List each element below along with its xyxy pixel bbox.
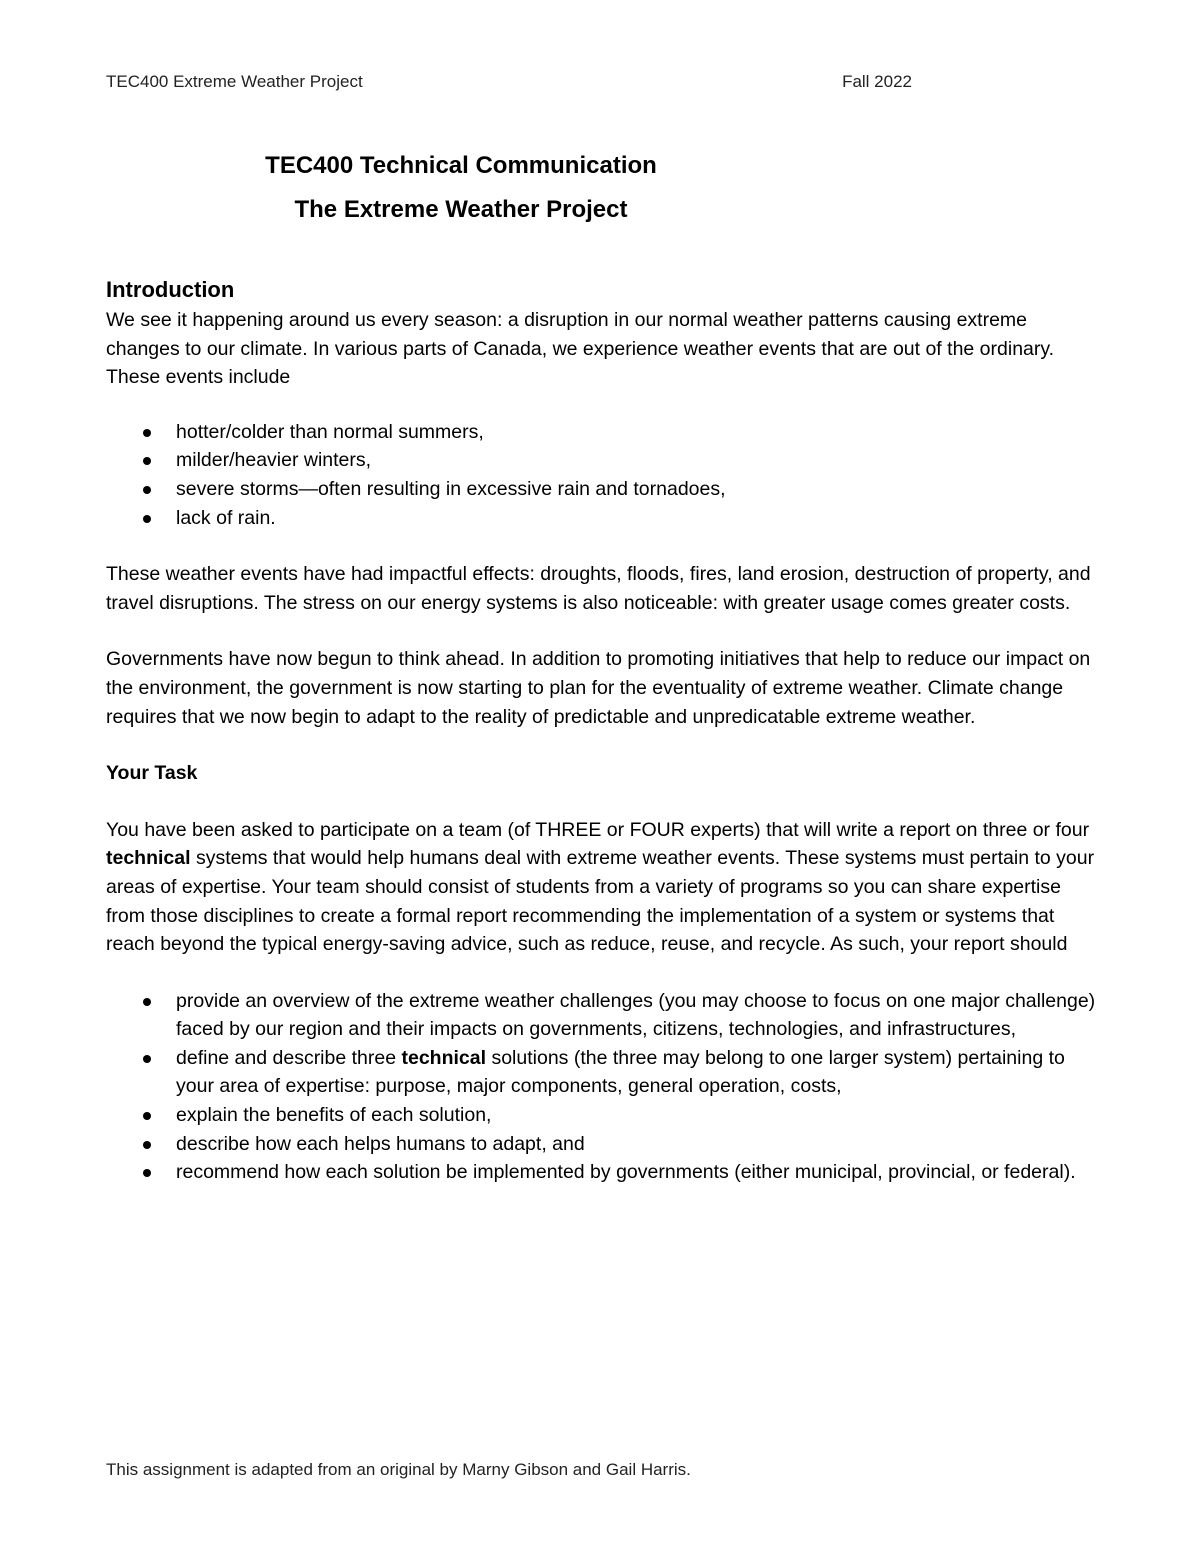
list-item-text: describe how each helps humans to adapt, and [176, 1132, 585, 1155]
bullet-icon [143, 1141, 151, 1149]
list-item [106, 1101, 1096, 1130]
list-item-text: provide an overview of the extreme weather challenges (you may choose to focus on one major challenge) faced by our region and their impacts on governments, citizens, technologies, and infrastructures, [176, 989, 1096, 1041]
bullet-icon [143, 429, 151, 437]
bullet-icon [143, 998, 151, 1006]
list-item [106, 504, 1096, 533]
document-body [106, 274, 1096, 1187]
introduction-paragraph-1: We see it happening around us every season: a disruption in our normal weather patterns causing extreme changes to our climate. In various parts of Canada, we experience weather events that are out of the ordinary. These events include [106, 309, 1055, 389]
emphasis-technical: technical [106, 847, 191, 870]
introduction-heading: Introduction [106, 277, 235, 302]
bullet-icon [143, 486, 151, 494]
list-item-text: severe storms—often resulting in excessive rain and tornadoes, [176, 477, 726, 500]
list-item-text: explain the benefits of each solution, [176, 1104, 492, 1127]
header-course-title: TEC400 Extreme Weather Project [106, 72, 363, 91]
list-item-text: lack of rain. [176, 506, 276, 529]
report-requirements-list [106, 987, 1096, 1187]
bullet-icon [143, 1169, 151, 1177]
list-item [106, 987, 1096, 1044]
emphasis-technical: technical [401, 1046, 487, 1069]
list-item [106, 475, 1096, 504]
list-item: define and describe three technical solutions (the three may belong to one larger system) pertaining to your area of expertise: purpose, major components, general operation, costs, [106, 1044, 1096, 1101]
bullet-icon [143, 1055, 151, 1063]
introduction-paragraph-3: Governments have now begun to think ahead. In addition to promoting initiatives that help to reduce our impact on the environment, the government is now starting to plan for the eventuality of extreme weather. Climate change requires that we now begin to adapt to the reality of predictable and unpredicatable extreme weather. [106, 648, 1091, 728]
list-item [106, 446, 1096, 475]
list-item-text: hotter/colder than normal summers, [176, 420, 484, 443]
header-term: Fall 2022 [842, 72, 912, 91]
introduction-paragraph-2: These weather events have had impactful effects: droughts, floods, fires, land erosion, destruction of property, and travel disruptions. The stress on our energy systems is also noticeable: with greater usage comes greater costs. [106, 563, 1091, 614]
list-item [106, 1158, 1096, 1187]
list-item-text: milder/heavier winters, [176, 449, 372, 472]
weather-events-list [106, 418, 1096, 532]
page-footer: This assignment is adapted from an original by Marny Gibson and Gail Harris. [106, 1460, 691, 1479]
list-item [106, 418, 1096, 447]
bullet-icon [143, 457, 151, 465]
list-item [106, 1130, 1096, 1159]
bullet-icon [143, 1112, 151, 1120]
title-line-2: The Extreme Weather Project [294, 196, 628, 223]
bullet-icon [143, 515, 151, 523]
your-task-heading: Your Task [106, 762, 198, 785]
document-title [0, 144, 922, 232]
list-item-text: recommend how each solution be implemented by governments (either municipal, provincial, or federal). [176, 1161, 1076, 1184]
task-paragraph: You have been asked to participate on a team (of THREE or FOUR experts) that will write a report on three or four technical systems that would help humans deal with extreme weather events. These systems must pertain to your areas of expertise. Your team should consist of students from a variety of programs so you can share expertise from those disciplines to create a formal report recommending the implementation of a system or systems that reach beyond the typical energy-saving advice, such as reduce, reuse, and recycle. As such, your report should [106, 818, 1095, 956]
title-line-1: TEC400 Technical Communication [265, 152, 657, 179]
